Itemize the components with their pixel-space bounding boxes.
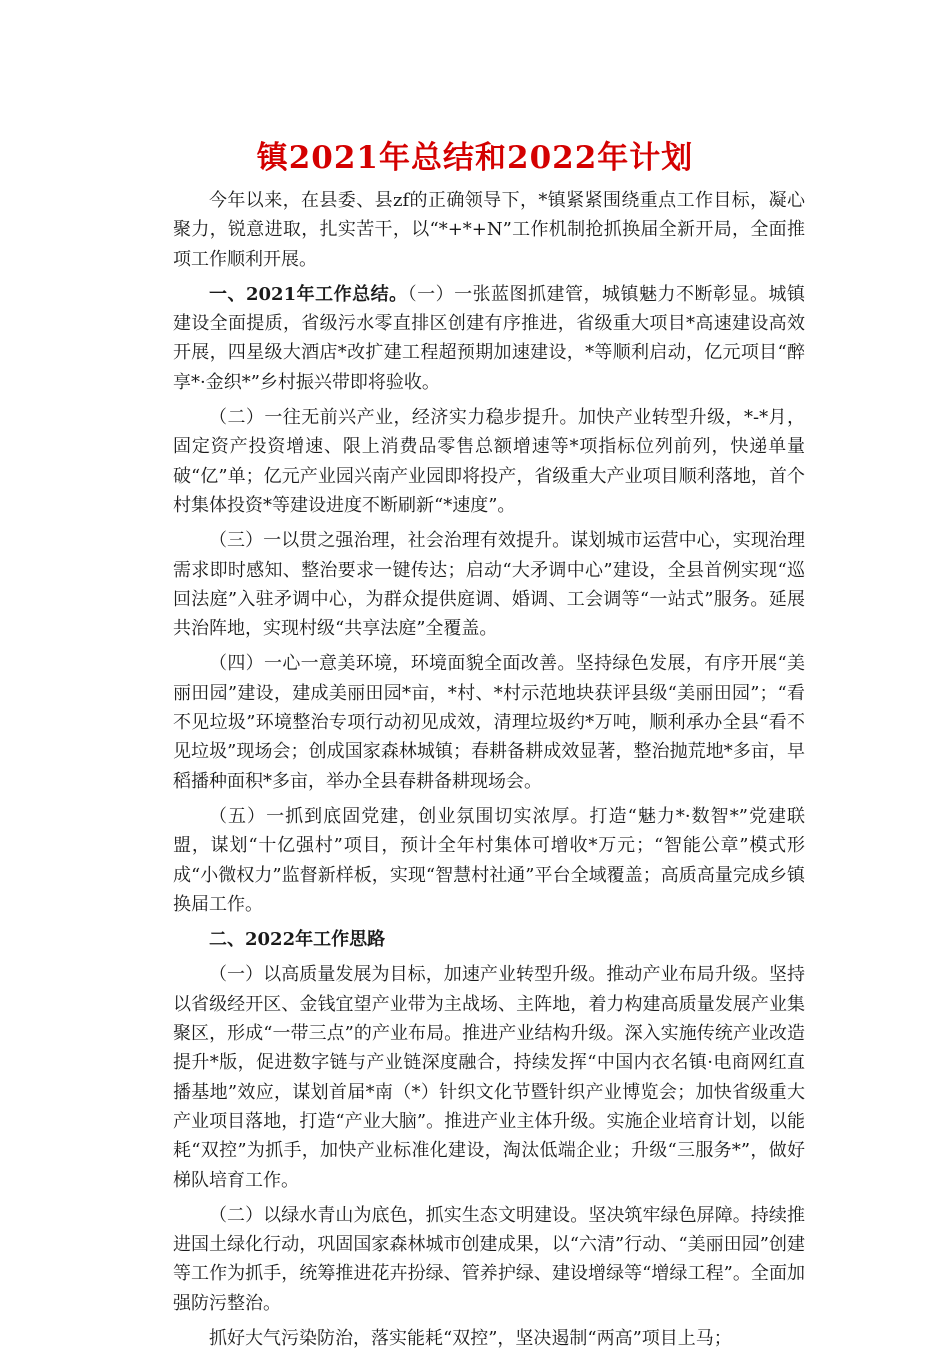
- section1-paragraph-2: （二）一往无前兴产业，经济实力稳步提升。加快产业转型升级，*-*月，固定资产投资增速、限上消费品零售总额增速等*项指标位列前列，快递单量破“亿”单；亿元产业园兴南产业园即将投产，省级重大产业项目顺利落地，首个村集体投资*等建设进度不断刷新“*速度”。: [173, 407, 805, 516]
- section1-paragraph-1: [173, 280, 805, 397]
- section1-heading: 一、2021年工作总结。: [209, 283, 408, 305]
- section2-paragraph-3: 抓好大气污染防治，落实能耗“双控”，坚决遏制“两高”项目上马；: [209, 1327, 732, 1349]
- section1-paragraph-4: （四）一心一意美环境，环境面貌全面改善。坚持绿色发展，有序开展“美丽田园”建设，建成美丽田园*亩，*村、*村示范地块获评县级“美丽田园”；“看不见垃圾”环境整治专项行动初见成效，清理垃圾约*万吨，顺利承办全县“看不见垃圾”现场会；创成国家森林城镇；春耕备耕成效显著，整治抛荒地*多亩，早稻播种面积*多亩，举办全县春耕备耕现场会。: [173, 653, 805, 792]
- document-title: 镇2021年总结和2022年计划: [256, 140, 694, 176]
- document-body: [173, 186, 805, 1359]
- section2-heading: 二、2022年工作思路: [209, 929, 386, 951]
- section1-paragraph-3: （三）一以贯之强治理，社会治理有效提升。谋划城市运营中心，实现治理需求即时感知、整治要求一键传达；启动“大矛调中心”建设，全县首例实现“巡回法庭”入驻矛调中心，为群众提供庭调、婚调、工会调等“一站式”服务。延展共治阵地，实现村级“共享法庭”全覆盖。: [173, 530, 805, 640]
- intro-paragraph: 今年以来，在县委、县zf的正确领导下，*镇紧紧围绕重点工作目标，凝心聚力，锐意进取，扎实苦干，以“*+*+N”工作机制抢抓换届全新开局，全面推项工作顺利开展。: [173, 190, 805, 270]
- section1-p1-body: （一）一张蓝图抓建管，城镇魅力不断彰显。城镇建设全面提质，省级污水零直排区创建有序推进，省级重大项目*高速建设高效开展，四星级大酒店*改扩建工程超预期加速建设，*等顺利启动，亿元项目“醉享*·金织*”乡村振兴带即将验收。: [173, 283, 805, 393]
- section2-paragraph-2: （二）以绿水青山为底色，抓实生态文明建设。坚决筑牢绿色屏障。持续推进国土绿化行动，巩固国家森林城市创建成果，以“六清”行动、“美丽田园”创建等工作为抓手，统筹推进花卉扮绿、管养护绿、建设增绿等“增绿工程”。全面加强防污整治。: [173, 1204, 805, 1314]
- section1-paragraph-5: （五）一抓到底固党建，创业氛围切实浓厚。打造“魅力*·数智*”党建联盟，谋划“十亿强村”项目，预计全年村集体可增收*万元；“智能公章”模式形成“小微权力”监督新样板，实现“智慧村社通”平台全域覆盖；高质高量完成乡镇换届工作。: [173, 805, 805, 915]
- section2-paragraph-1: （一）以高质量发展为目标，加速产业转型升级。推动产业布局升级。坚持以省级经开区、金钱宜望产业带为主战场、主阵地，着力构建高质量发展产业集聚区，形成“一带三点”的产业布局。推进产业结构升级。深入实施传统产业改造提升*版，促进数字链与产业链深度融合，持续发挥“中国内衣名镇·电商网红直播基地”效应，谋划首届*南（*）针织文化节暨针织产业博览会；加快省级重大产业项目落地，打造“产业大脑”。推进产业主体升级。实施企业培育计划，以能耗“双控”为抓手，加快产业标准化建设，淘汰低端企业；升级“三服务*”，做好梯队培育工作。: [173, 964, 805, 1191]
